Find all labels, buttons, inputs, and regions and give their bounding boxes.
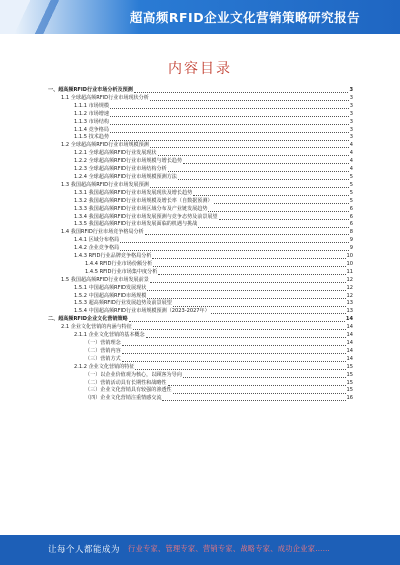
- toc-entry-label: 二、超高频RFID企业文化营销策略: [48, 316, 128, 323]
- footer-slogan: 让每个人都能成为: [48, 545, 121, 555]
- toc-entry-label: 2.1.2 企业文化营销的特征: [74, 363, 135, 370]
- toc-leader-dots: [110, 116, 349, 117]
- toc-page-number: 15: [346, 379, 353, 386]
- toc-entry-label: 1.2.3 全球超高频RFID行业市场结构分析: [74, 166, 167, 173]
- toc-entry[interactable]: [48, 95, 353, 103]
- toc-entry[interactable]: [48, 261, 353, 269]
- toc-entry-label: 1.5.3 超高频RFID行业发展趋势及前景展望: [74, 300, 172, 307]
- toc-entry-label: （一）以企业价值观为核心，以顾客为导向: [85, 371, 182, 378]
- toc-page-number: 3: [349, 110, 353, 117]
- toc-entry[interactable]: [48, 364, 353, 372]
- toc-leader-dots: [168, 171, 349, 172]
- toc-leader-dots: [122, 361, 346, 362]
- toc-entry-label: 1.3 我国超高频RFID行业市场发展预测: [61, 181, 149, 188]
- toc-page-number: 3: [349, 94, 353, 101]
- toc-entry[interactable]: [48, 372, 353, 380]
- toc-entry[interactable]: [48, 348, 353, 356]
- toc-entry-label: 1.4.2 企业竞争格局: [74, 245, 120, 252]
- toc-page-number: 14: [346, 347, 353, 354]
- toc-entry[interactable]: [48, 245, 353, 253]
- toc-page-number: 4: [349, 142, 353, 149]
- toc-entry-label: 1.5.4 中国超高频RFID行业市场规模预测（2023-2027年）: [74, 308, 210, 315]
- toc-leader-dots: [219, 219, 349, 220]
- toc-leader-dots: [150, 282, 346, 283]
- toc-page-number: 13: [346, 308, 353, 315]
- toc-entry-label: 2.1 企业文化营销的内涵与特征: [61, 324, 132, 331]
- toc-leader-dots: [134, 92, 349, 93]
- toc-entry[interactable]: [48, 182, 353, 190]
- toc-entry[interactable]: [48, 253, 353, 261]
- toc-entry-label: 1.5.2 中国超高频RFID市场规模: [74, 292, 147, 299]
- toc-page-number: 6: [349, 213, 353, 220]
- toc-page-number: 3: [349, 118, 353, 125]
- toc-page-number: 15: [346, 387, 353, 394]
- toc-entry-label: 1.2.2 全球超高频RFID行业市场规模与增长趋势: [74, 158, 182, 165]
- toc-entry[interactable]: [48, 316, 353, 324]
- toc-leader-dots: [211, 313, 346, 314]
- toc-leader-dots: [110, 124, 349, 125]
- toc-entry[interactable]: [48, 150, 353, 158]
- toc-entry[interactable]: [48, 119, 353, 127]
- toc-leader-dots: [162, 400, 345, 401]
- toc-page-number: 13: [346, 300, 353, 307]
- toc-entry-label: 1.5.1 中国超高频RFID发展现状: [74, 284, 147, 291]
- toc-entry[interactable]: [48, 166, 353, 174]
- toc-entry-label: （三）营销方式: [85, 355, 121, 362]
- toc-page-number: 3: [349, 87, 353, 93]
- toc-leader-dots: [183, 163, 349, 164]
- toc-page-number: 4: [349, 150, 353, 157]
- toc-page-number: 11: [346, 268, 353, 275]
- toc-leader-dots: [122, 345, 346, 346]
- toc-leader-dots: [173, 306, 346, 307]
- toc-entry[interactable]: [48, 340, 353, 348]
- toc-entry-label: 1.1.2 市场增速: [74, 110, 109, 117]
- toc-page-number: 14: [346, 324, 353, 331]
- toc-entry-label: 1.1.1 市场规模: [74, 102, 109, 109]
- footer-banner: [0, 535, 400, 565]
- toc-entry[interactable]: [48, 87, 353, 95]
- toc-page-number: 14: [346, 355, 353, 362]
- toc-page-number: 10: [346, 253, 353, 260]
- header-stripe-decoration: [20, 0, 60, 34]
- toc-leader-dots: [147, 290, 345, 291]
- toc-leader-dots: [150, 147, 349, 148]
- toc-entry[interactable]: [48, 332, 353, 340]
- toc-leader-dots: [120, 250, 349, 251]
- toc-entry[interactable]: [48, 103, 353, 111]
- toc-entry-label: 1.4 我国RFID行业市场竞争格局分析: [61, 229, 144, 236]
- toc-leader-dots: [178, 179, 349, 180]
- toc-page-number: 9: [349, 245, 353, 252]
- toc-page-number: 4: [349, 158, 353, 165]
- report-header-banner: [0, 0, 400, 34]
- toc-leader-dots: [183, 377, 346, 378]
- toc-leader-dots: [120, 242, 349, 243]
- toc-entry-label: 2.1.1 企业文化营销的基本概念: [74, 332, 145, 339]
- toc-leader-dots: [135, 369, 345, 370]
- toc-page-number: 5: [349, 189, 353, 196]
- toc-entry-label: （二）营销内容: [85, 347, 121, 354]
- toc-leader-dots: [208, 211, 348, 212]
- toc-entry[interactable]: [48, 198, 353, 206]
- toc-entry[interactable]: [48, 269, 353, 277]
- toc-leader-dots: [173, 393, 346, 394]
- toc-entry[interactable]: [48, 206, 353, 214]
- toc-page-number: 6: [349, 205, 353, 212]
- toc-page-number: 12: [346, 276, 353, 283]
- footer-roles: 行业专家、管理专家、营销专家、战略专家、成功企业家……: [128, 544, 331, 553]
- toc-page-number: 10: [346, 260, 353, 267]
- toc-entry-label: 1.2.1 全球超高频RFID行业发展现状: [74, 150, 157, 157]
- toc-entry[interactable]: [48, 190, 353, 198]
- toc-leader-dots: [168, 385, 346, 386]
- toc-page-number: 5: [349, 173, 353, 180]
- toc-leader-dots: [129, 321, 345, 322]
- toc-entry-label: （一）营销理念: [85, 340, 121, 346]
- toc-leader-dots: [214, 203, 349, 204]
- toc-heading: 内容目录: [168, 61, 232, 77]
- toc-entry-label: 一、超高频RFID行业市场分析及预测: [48, 87, 133, 93]
- toc-entry-label: （四）企业文化营销注重情感交流: [85, 395, 162, 402]
- toc-page-number: 5: [349, 197, 353, 204]
- toc-page-number: 15: [346, 371, 353, 378]
- toc-page-number: 14: [345, 316, 353, 323]
- toc-page-number: 3: [349, 126, 353, 133]
- toc-entry-label: （三）企业文化营销具有较强的渗透性: [85, 387, 172, 394]
- toc-page-number: 16: [346, 395, 353, 402]
- toc-entry[interactable]: [48, 285, 353, 293]
- toc-leader-dots: [133, 329, 346, 330]
- toc-entry-label: 1.3.2 我国超高频RFID行业市场规模及增长率（自数据预测）: [74, 197, 213, 204]
- toc-leader-dots: [110, 132, 349, 133]
- toc-leader-dots: [145, 234, 349, 235]
- toc-page-number: 14: [346, 340, 353, 346]
- toc-entry-label: 1.3.3 我国超高频RFID行业市场区域分布及产业链发展趋势: [74, 205, 208, 212]
- toc-page-number: 15: [346, 363, 353, 370]
- toc-page-number: 12: [346, 292, 353, 299]
- toc-entry-label: 1.4.1 区域分布格局: [74, 237, 120, 244]
- toc-entry[interactable]: [48, 324, 353, 332]
- toc-entry[interactable]: [48, 356, 353, 364]
- toc-leader-dots: [158, 274, 345, 275]
- toc-entry-label: 1.3.1 我国超高频RFID行业市场发展现状及增长趋势: [74, 189, 193, 196]
- toc-page-number: 8: [349, 229, 353, 236]
- toc-entry-label: 1.2 全球超高频RFID行业市场规模预测: [61, 142, 149, 149]
- toc-leader-dots: [110, 140, 349, 141]
- toc-leader-dots: [198, 227, 348, 228]
- toc-page-number: 3: [349, 102, 353, 109]
- toc-page-number: 9: [349, 237, 353, 244]
- toc-page-number: 5: [349, 181, 353, 188]
- toc-entry-label: 1.3.4 我国超高频RFID行业市场发展预测与竞争态势及前景展望: [74, 213, 218, 220]
- toc-page-number: 12: [346, 284, 353, 291]
- toc-entry-label: 1.3.5 我国超高频RFID行业市场发展面临的机遇与挑战: [74, 221, 198, 228]
- toc-page-number: 14: [346, 332, 353, 339]
- toc-leader-dots: [193, 195, 349, 196]
- toc-leader-dots: [158, 155, 349, 156]
- toc-page-number: 3: [349, 134, 353, 141]
- toc-entry-label: （二）营销活动具有长期性和战略性: [85, 379, 167, 386]
- toc-page-number: 6: [349, 221, 353, 228]
- toc-entry[interactable]: [48, 174, 353, 182]
- toc-leader-dots: [110, 108, 349, 109]
- toc-entry[interactable]: [48, 277, 353, 285]
- toc-entry-label: 1.4.4 RFID行业市场份额分析: [85, 260, 153, 267]
- toc-leader-dots: [150, 187, 349, 188]
- toc-entry[interactable]: [48, 237, 353, 245]
- toc-leader-dots: [146, 337, 346, 338]
- toc-entry-label: 1.4.5 RFID行业市场集中度分析: [85, 268, 158, 275]
- toc-entry[interactable]: [48, 111, 353, 119]
- report-title: 超高频RFID企业文化营销策略研究报告: [129, 10, 361, 25]
- toc-entry-label: 1.2.4 全球超高频RFID行业市场规模预测方法: [74, 173, 177, 180]
- toc-leader-dots: [150, 100, 349, 101]
- toc-entry-label: 1.4.3 RFID行业品牌竞争格局分析: [74, 253, 152, 260]
- toc-list: [48, 87, 353, 403]
- toc-page-number: 4: [349, 166, 353, 173]
- toc-leader-dots: [152, 258, 345, 259]
- toc-entry[interactable]: [48, 158, 353, 166]
- toc-entry-label: 1.5 我国超高频RFID行业市场发展前景: [61, 276, 149, 283]
- toc-leader-dots: [153, 266, 345, 267]
- toc-entry-label: 1.1.4 竞争格局: [74, 126, 109, 133]
- toc-entry-label: 1.1.5 技术趋势: [74, 134, 109, 141]
- toc-entry-label: 1.1.3 市场结构: [74, 118, 109, 125]
- toc-entry-label: 1.1 全球超高频RFID行业市场现状分析: [61, 94, 149, 101]
- toc-entry[interactable]: [48, 395, 353, 403]
- toc-leader-dots: [122, 353, 346, 354]
- toc-leader-dots: [147, 298, 345, 299]
